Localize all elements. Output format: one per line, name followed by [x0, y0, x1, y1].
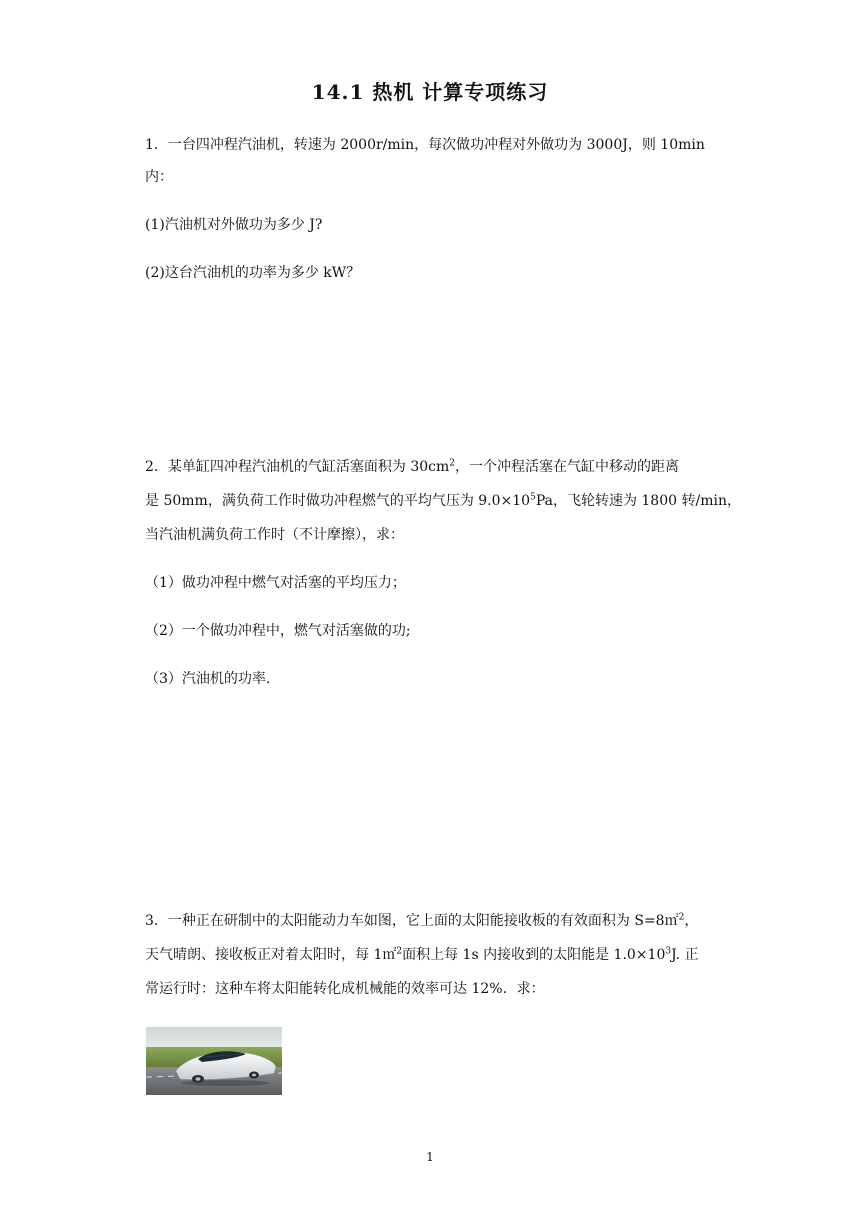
- q3-line1-a: 3．一种正在研制中的太阳能动力车如图，它上面的太阳能接收板的有效面积为 S=8㎡: [145, 913, 679, 929]
- q3-line1-sup: 2: [678, 912, 685, 923]
- q3-line2-sup1: 2: [396, 946, 403, 957]
- q3-line2-sup2: 3: [665, 946, 672, 957]
- q2-sub1: （1）做功冲程中燃气对活塞的平均压力；: [145, 575, 406, 591]
- q3-line2: [145, 944, 699, 964]
- q2-sub2: （2）一个做功冲程中，燃气对活塞做的功;: [145, 623, 411, 639]
- q2-line2: [145, 490, 741, 510]
- q1-sub2: (2)这台汽油机的功率为多少 kW？: [145, 265, 361, 281]
- q2-sub3: （3）汽油机的功率.: [145, 671, 271, 687]
- solar-car-illustration: [146, 1027, 282, 1095]
- document-title: 14.1 热机 计算专项练习: [311, 80, 549, 104]
- q3-line2-b: 面积上每 1s 内接收到的太阳能是 1.0×10: [402, 947, 666, 963]
- q2-line1: [145, 456, 679, 476]
- q3-line2-c: J. 正: [671, 947, 699, 963]
- q2-line2-sup: 5: [530, 492, 536, 503]
- page-number: 1: [426, 1150, 434, 1164]
- q3-line1: [145, 910, 698, 930]
- solar-car-image: [146, 1027, 282, 1095]
- q1-sub1: (1)汽油机对外做功为多少 J?: [145, 217, 323, 233]
- q2-line1-b: ，一个冲程活塞在气缸中移动的距离: [455, 459, 680, 475]
- q2-line2-a: 是 50mm，满负荷工作时做功冲程燃气的平均气压为 9.0×10: [145, 493, 531, 509]
- q2-line3: 当汽油机满负荷工作时（不计摩擦），求：: [145, 527, 404, 543]
- q3-line1-b: ，: [684, 913, 699, 929]
- q3-line3: 常运行时：这种车将太阳能转化成机械能的效率可达 12%．求：: [145, 981, 545, 997]
- q2-line1-a: 2．某单缸四冲程汽油机的气缸活塞面积为 30cm: [145, 459, 450, 475]
- q3-line2-a: 天气晴朗、接收板正对着太阳时，每 1㎡: [145, 947, 397, 963]
- q2-line2-b: Pa，飞轮转速为 1800 转/min，: [535, 493, 741, 509]
- q1-line2: 内：: [145, 169, 173, 185]
- q2-line1-sup: 2: [449, 458, 456, 469]
- q1-line1: 1．一台四冲程汽油机，转速为 2000r/min，每次做功冲程对外做功为 3000J，则 10min: [145, 137, 705, 153]
